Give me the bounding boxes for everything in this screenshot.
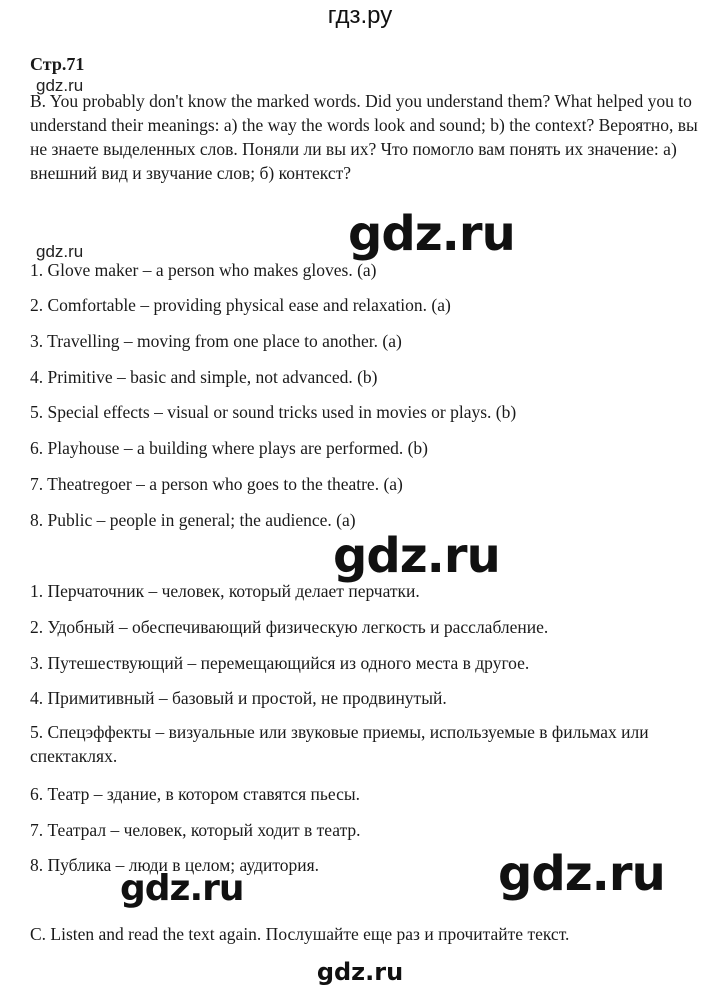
task-b-instructions: B. You probably don't know the marked words. Did you understand them? What helped you to understand their meanings: a) the way the words look and sound; b) the context? Вероятно, вы не знаете выделенных слов. Поняли ли вы их? Что помогло вам понять их значение: а) внешний вид и звучание слов; б) контекст?	[30, 91, 698, 183]
list-item: 5. Спецэффекты – визуальные или звуковые приемы, используемые в фильмах или спектаклях.	[30, 722, 649, 766]
list-item: 8. Public – people in general; the audience. (a)	[30, 510, 356, 530]
list-item: 4. Primitive – basic and simple, not advanced. (b)	[30, 367, 378, 387]
watermark-large-1: gdz.ru	[348, 206, 515, 262]
list-item: 7. Театрал – человек, который ходит в театр.	[30, 820, 361, 840]
task-c-instructions: C. Listen and read the text again. Послушайте еще раз и прочитайте текст.	[30, 924, 570, 944]
list-item: 6. Театр – здание, в котором ставятся пьесы.	[30, 784, 360, 804]
list-item: 6. Playhouse – a building where plays are performed. (b)	[30, 438, 429, 458]
list-item: 7. Theatregoer – a person who goes to the theatre. (a)	[30, 474, 403, 494]
list-item: 5. Special effects – visual or sound tricks used in movies or plays. (b)	[30, 402, 517, 422]
list-item: 2. Comfortable – providing physical ease and relaxation. (a)	[30, 295, 451, 315]
site-header: гдз.ру	[327, 2, 393, 29]
list-item: 8. Публика – люди в целом; аудитория.	[30, 855, 320, 875]
watermark-medium: gdz.ru	[120, 868, 244, 909]
list-item: 1. Перчаточник – человек, который делает перчатки.	[30, 581, 420, 601]
list-item: 4. Примитивный – базовый и простой, не продвинутый.	[30, 688, 447, 708]
watermark-small-2: gdz.ru	[36, 242, 84, 261]
page-reference: Стр.71	[30, 54, 85, 74]
list-item: 3. Travelling – moving from one place to another. (a)	[30, 331, 402, 351]
watermark-footer: gdz.ru	[316, 958, 404, 986]
watermark-large-2: gdz.ru	[333, 528, 500, 584]
watermark-large-3: gdz.ru	[498, 846, 665, 902]
watermark-small-1: gdz.ru	[36, 76, 84, 95]
list-item: 3. Путешествующий – перемещающийся из одного места в другое.	[30, 653, 530, 673]
list-item: 2. Удобный – обеспечивающий физическую легкость и расслабление.	[30, 617, 549, 637]
list-item: 1. Glove maker – a person who makes gloves. (a)	[30, 260, 377, 280]
